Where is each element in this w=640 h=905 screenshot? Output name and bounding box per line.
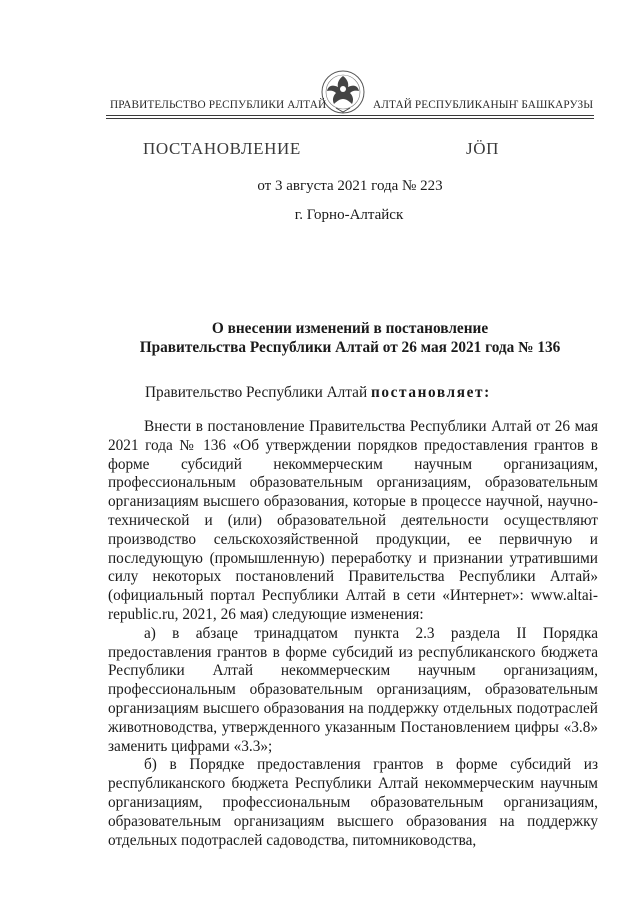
document-title (100, 319, 600, 357)
body-paragraph-2: а) в абзаце тринадцатом пункта 2.3 раздела II Порядка предоставления грантов в форме субсидий из республиканского бюджета Республики Алтай некоммерческим научным организациям, профессиональным образовательным организациям, образовательным организациям высшего образования на поддержку отдельных подотраслей животноводства, утвержденного указанным Постановлением цифры «3.8» заменить цифрами «3.3»; (108, 624, 598, 755)
resolution-keyword: постановляет: (370, 384, 491, 401)
doc-type-russian: ПОСТАНОВЛЕНИЕ (143, 139, 301, 158)
body-paragraph-3: б) в Порядке предоставления грантов в форме субсидий из республиканского бюджета Республики Алтай некоммерческим научным организациям, профессиональным образовательным организациям, образовательным организациям высшего образования на поддержку отдельных подотраслей садоводства, питомниководства, (108, 756, 598, 849)
resolution-preamble (145, 384, 491, 402)
document-date-number: от 3 августа 2021 года № 223 (257, 178, 443, 194)
org-name-altai: АЛТАЙ РЕСПУБЛИКАНЫҤ БАШКАРУЗЫ (373, 99, 594, 111)
header-divider-second (106, 118, 594, 119)
title-line-1: О внесении изменений в постановление (211, 320, 489, 337)
doc-type-altai: ЈӦП (466, 139, 499, 158)
org-name-russian: ПРАВИТЕЛЬСТВО РЕСПУБЛИКИ АЛТАЙ (110, 99, 327, 111)
resolution-lead: Правительство Республики Алтай (145, 384, 371, 401)
coat-of-arms-emblem-icon (320, 66, 366, 118)
document-body (108, 418, 598, 850)
body-paragraph-1: Внести в постановление Правительства Республики Алтай от 26 мая 2021 года № 136 «Об утверждении порядков предоставления грантов в форме субсидий некоммерческим научным организациям, профессиональным образовательным организациям, образовательным организациям высшего образования, которые в процессе научной, научно-технической и (или) образовательной деятельности осуществляют производство сельскохозяйственной продукции, ее первичную и последующую (промышленную) переработку и признании утратившими силу некоторых постановлений Правительства Республики Алтай» (официальный портал Республики Алтай в сети «Интернет»: www.altai-republic.ru, 2021, 26 мая) следующие изменения: (108, 418, 598, 623)
header-divider (106, 115, 594, 116)
document-city: г. Горно-Алтайск (294, 207, 404, 223)
title-line-2: Правительства Республики Алтай от 26 мая 2021 года № 136 (139, 339, 561, 356)
